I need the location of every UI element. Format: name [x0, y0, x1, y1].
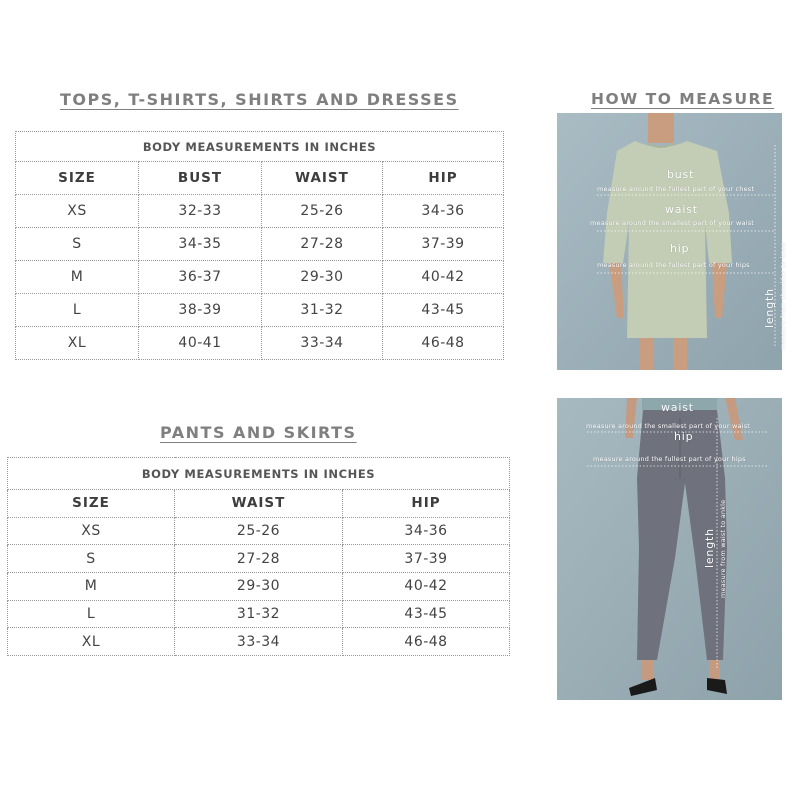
pants-hip-note: measure around the fullest part of your hips: [593, 455, 746, 463]
waist-cell: 27-28: [175, 545, 343, 573]
pants-header-row: [8, 490, 510, 518]
bust-label: bust: [667, 168, 695, 181]
pants-table-caption: BODY MEASUREMENTS IN INCHES: [8, 458, 510, 490]
waist-cell: 25-26: [175, 517, 343, 545]
hip-cell: 34-36: [383, 195, 504, 228]
table-row: [16, 195, 504, 228]
waist-cell: 27-28: [262, 228, 383, 261]
dress-measure-photo: [557, 113, 787, 370]
waist-cell: 25-26: [262, 195, 383, 228]
table-row: [16, 327, 504, 360]
pants-model-illustration: [557, 398, 782, 700]
length-label: length: [763, 288, 776, 328]
tops-size-table: [15, 131, 504, 360]
size-cell: S: [8, 545, 175, 573]
table-row: [8, 545, 510, 573]
bust-cell: 38-39: [139, 294, 262, 327]
table-row: [16, 261, 504, 294]
waist-cell: 31-32: [262, 294, 383, 327]
hip-cell: 40-42: [383, 261, 504, 294]
table-row: [8, 628, 510, 656]
pants-size-table: [7, 457, 510, 656]
hip-cell: 37-39: [383, 228, 504, 261]
hip-note: measure around the fullest part of your hips: [597, 261, 750, 269]
bust-cell: 36-37: [139, 261, 262, 294]
hip-cell: 46-48: [343, 628, 510, 656]
pants-waist-label: waist: [661, 401, 694, 414]
pants-hip-label: hip: [674, 430, 694, 443]
hip-cell: 37-39: [343, 545, 510, 573]
size-cell: XS: [16, 195, 139, 228]
size-cell: XL: [8, 628, 175, 656]
hip-cell: 46-48: [383, 327, 504, 360]
column-header-hip: HIP: [343, 490, 510, 518]
size-cell: M: [8, 573, 175, 601]
waist-cell: 33-34: [262, 327, 383, 360]
hip-label: hip: [670, 242, 690, 255]
tops-header-row: [16, 162, 504, 195]
column-header-waist: WAIST: [175, 490, 343, 518]
pants-length-label: length: [703, 528, 716, 568]
pants-waist-note: measure around the smallest part of your waist: [586, 422, 751, 430]
bust-note: measure around the fullest part of your chest: [597, 185, 755, 193]
size-cell: XL: [16, 327, 139, 360]
waist-cell: 33-34: [175, 628, 343, 656]
column-header-hip: HIP: [383, 162, 504, 195]
tops-table-caption: BODY MEASUREMENTS IN INCHES: [16, 132, 504, 162]
tops-heading: TOPS, T-SHIRTS, SHIRTS AND DRESSES: [60, 90, 459, 109]
waist-cell: 31-32: [175, 600, 343, 628]
hip-cell: 43-45: [343, 600, 510, 628]
size-cell: M: [16, 261, 139, 294]
bust-cell: 34-35: [139, 228, 262, 261]
waist-cell: 29-30: [262, 261, 383, 294]
bust-cell: 32-33: [139, 195, 262, 228]
column-header-size: SIZE: [16, 162, 139, 195]
table-row: [16, 228, 504, 261]
bust-cell: 40-41: [139, 327, 262, 360]
size-cell: XS: [8, 517, 175, 545]
hip-cell: 40-42: [343, 573, 510, 601]
table-row: [8, 600, 510, 628]
waist-note: measure around the smallest part of your waist: [590, 219, 755, 227]
pants-measure-photo: [557, 398, 782, 700]
how-to-measure-heading: HOW TO MEASURE: [591, 90, 775, 108]
length-note: measure from shoulder to knee: [779, 241, 787, 350]
size-cell: S: [16, 228, 139, 261]
pants-heading: PANTS AND SKIRTS: [160, 423, 357, 442]
column-header-size: SIZE: [8, 490, 175, 518]
hip-cell: 34-36: [343, 517, 510, 545]
waist-cell: 29-30: [175, 573, 343, 601]
size-cell: L: [8, 600, 175, 628]
table-row: [8, 517, 510, 545]
table-row: [8, 573, 510, 601]
table-row: [16, 294, 504, 327]
column-header-bust: BUST: [139, 162, 262, 195]
column-header-waist: WAIST: [262, 162, 383, 195]
hip-cell: 43-45: [383, 294, 504, 327]
size-cell: L: [16, 294, 139, 327]
pants-length-note: measure from waist to ankle: [719, 499, 727, 598]
waist-label: waist: [665, 203, 698, 216]
